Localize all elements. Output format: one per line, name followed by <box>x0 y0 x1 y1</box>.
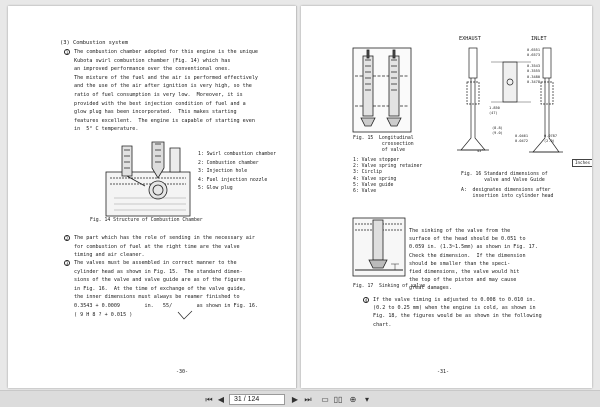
two-page-icon[interactable]: ▯▯ <box>333 395 343 404</box>
dimension-label: 0.3555 <box>527 69 540 73</box>
right-page <box>301 6 592 388</box>
para3-number: 3 <box>65 261 69 266</box>
valve-crossection-figure <box>351 46 413 134</box>
body-line: The part which has the role of sending in the necessary air <box>74 235 255 241</box>
surface-finish-mark <box>176 310 198 320</box>
dimension-label: 0.3480 <box>527 75 540 79</box>
body-line: sions of the valve and valve guide are as of the figures <box>74 277 246 284</box>
caption-line: crossection <box>353 142 414 148</box>
body-line: If the valve timing is adjusted to 0.008 to 0.010 in. <box>373 297 536 303</box>
para4-number: 4 <box>364 298 368 303</box>
section-heading: (3) Combustion system <box>60 40 129 46</box>
dimension-label: 0.3478 <box>527 80 540 84</box>
combustion-chamber-figure <box>100 138 196 220</box>
legend-line: 4: Fuel injection nozzle <box>198 177 268 183</box>
legend-line: 4: Valve spring <box>353 176 397 182</box>
body-line: the inner dimensions must always be reamer finished to <box>74 294 240 301</box>
left-page <box>8 6 296 388</box>
body-line: ratio of fuel consumption is very low. Moreover, it is <box>74 92 243 98</box>
note-line: insertion into cylinder head <box>461 194 554 200</box>
dimension-label: (47) <box>489 111 498 115</box>
units-label: Inches <box>572 159 592 167</box>
body-line: glow plug has been incorporated. This makes starting <box>74 109 237 116</box>
viewer-toolbar <box>0 390 600 407</box>
body-line: provided with the best injection condition of fuel and a <box>74 100 246 107</box>
inlet-label: INLET <box>531 36 547 42</box>
body-line: fied dimensions, the valve would hit <box>409 269 520 275</box>
right-page-number: -31- <box>437 369 450 375</box>
fig17-caption: Fig. 17 Sinking of valve <box>353 284 426 289</box>
caption-line: valve and Valve Guide <box>461 178 545 184</box>
dimension-label: 1.850 <box>489 106 500 110</box>
dimension-label: 0.3543 <box>527 64 540 68</box>
fig14-caption: Fig. 14 Structure of Combustion Chamber <box>90 218 203 223</box>
body-line: in Fig. 16. At the time of exchange of the valve guide, <box>74 285 246 292</box>
skip-first-icon[interactable]: ⏮ <box>205 395 213 404</box>
body-line: Check the dimension. If the dimension <box>409 252 526 259</box>
skip-last-icon[interactable]: ⏭ <box>304 395 312 404</box>
prev-icon[interactable]: ◀ <box>217 395 225 404</box>
valve-dimensions-figure <box>441 42 581 160</box>
body-line: great damages. <box>409 285 452 292</box>
exhaust-label: EXHAUST <box>459 36 481 42</box>
dimension-label: (9.0) <box>492 131 503 135</box>
zoom-icon[interactable]: ⊕ <box>349 395 357 404</box>
body-line: chart. <box>373 321 392 328</box>
note-line: A: designates dimensions after <box>461 188 551 193</box>
legend-line: 5: Valve guide <box>353 182 394 188</box>
next-icon[interactable]: ▶ <box>291 395 299 404</box>
body-line: and the use of the air after ignition is very high, so the <box>74 83 252 90</box>
para2-number: 2 <box>65 236 69 241</box>
body-line: features excellent. The engine is capable of starting even <box>74 117 255 124</box>
dimension-label: (8.8) <box>492 126 503 130</box>
legend-line: 2: Valve spring retainer <box>353 164 423 170</box>
legend-line: 1: Swirl combustion chamber <box>198 152 276 157</box>
legend-line: 3: Injection hole <box>198 169 248 175</box>
body-line: should be smaller than the speci- <box>409 260 511 267</box>
body-line: The sinking of the valve from the <box>409 228 511 234</box>
valve-sinking-figure <box>351 216 407 278</box>
body-line: surface of the head should be 0.051 to <box>409 236 526 243</box>
left-page-number: -30- <box>176 369 189 375</box>
caption-line: of valve <box>353 148 405 154</box>
body-line: an improved performance over the conventional ones. <box>74 66 231 73</box>
body-line: 0.3543 + 0.0009 in. 55/ as shown in Fig. 16. <box>74 303 259 309</box>
caption-line: Fig. 16 Standard dimensions of <box>461 172 548 177</box>
dimension-label: 0.6573 <box>527 53 540 57</box>
body-line: for combustion of fuel at the right time are the valve <box>74 243 240 250</box>
dimension-label: 0.0472 <box>515 139 528 143</box>
body-line: 0.059 in. (1.3~1.5mm) as shown in Fig. 17. <box>409 244 538 251</box>
body-line: in 5° C temperature. <box>74 126 139 133</box>
legend-line: 3: Circlip <box>353 170 382 176</box>
body-line: cylinder head as shown in Fig. 15. The standard dimen- <box>74 268 243 275</box>
dimension-label: 0.0461 <box>515 134 528 138</box>
menu-icon[interactable]: ▾ <box>364 395 369 404</box>
body-line: (0.2 to 0.25 mm) when the engine is cold, as shown in <box>373 305 536 312</box>
legend-line: 5: Glow plug <box>198 186 233 192</box>
fit-page-icon[interactable]: ▭ <box>321 395 329 404</box>
page-number-input[interactable]: 31 / 124 <box>229 394 285 405</box>
body-line: The valves must be assembled in correct manner to the <box>74 260 237 266</box>
para1-number: 1 <box>65 50 69 55</box>
legend-line: 2: Combustion chamber <box>198 160 259 166</box>
legend-line: 1: Valve stopper <box>353 158 400 163</box>
body-line: timing and air cleaner. <box>74 252 145 259</box>
body-line: The combustion chamber adopted for this engine is the unique <box>74 49 259 55</box>
body-line: Kubota swirl combustion chamber (Fig. 14) which has <box>74 57 231 64</box>
body-line: Fig. 18, the figures would be as shown in the following <box>373 313 542 320</box>
dimension-label: 0.6551 <box>527 48 540 52</box>
dimension-label: (2.0) <box>544 139 555 143</box>
legend-line: 6: Valve <box>353 189 377 194</box>
body-line: ( 9 H 8 ? + 0.015 ) <box>74 311 133 318</box>
page-gutter <box>296 6 297 388</box>
dimension-label: 0.0787 <box>544 134 557 138</box>
dimension-label: 45° <box>477 149 484 153</box>
body-line: the top of the piston and may cause <box>409 277 517 284</box>
caption-line: Fig. 15 Longitudinal <box>353 136 414 141</box>
body-line: The mixture of the fuel and the air is performed effectively <box>74 74 259 81</box>
